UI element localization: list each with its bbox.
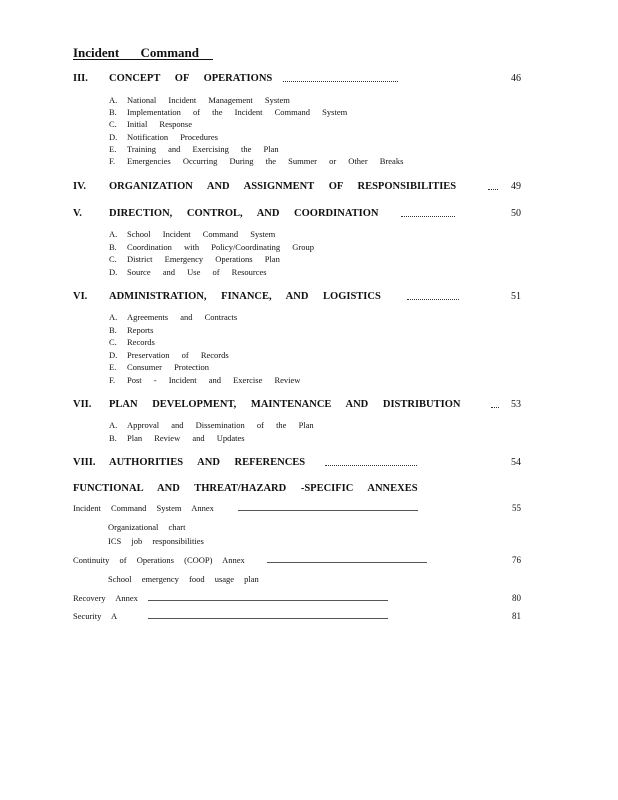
page-number: 54	[511, 457, 521, 468]
toc-section-v[interactable]	[73, 208, 523, 224]
sub-item-text: School emergency food usage plan	[108, 574, 259, 584]
section-name: ADMINISTRATION, FINANCE, AND LOGISTICS	[109, 291, 381, 302]
toc-item[interactable]	[109, 144, 279, 156]
toc-item[interactable]	[109, 156, 403, 168]
toc-item[interactable]	[109, 375, 300, 387]
annex-name: Incident Command System Annex	[73, 503, 214, 513]
toc-section-iv[interactable]	[73, 181, 523, 197]
toc-item[interactable]	[109, 242, 314, 254]
item-letter: A.	[109, 420, 118, 430]
item-letter: A.	[109, 312, 118, 322]
leader-line	[238, 510, 418, 511]
leader-line	[325, 465, 417, 466]
annex-sub-item[interactable]	[90, 522, 185, 532]
page-number: 80	[512, 593, 521, 603]
section-name: ORGANIZATION AND ASSIGNMENT OF RESPONSIBILITIES	[109, 181, 457, 192]
item-letter: C.	[109, 337, 117, 347]
section-name: PLAN DEVELOPMENT, MAINTENANCE AND DISTRIBUTION	[109, 399, 461, 410]
page-number: 76	[512, 555, 521, 565]
item-text: Training and Exercising the Plan	[127, 144, 279, 154]
toc-section-viii[interactable]	[73, 457, 523, 473]
toc-item[interactable]	[109, 132, 218, 144]
section-name: CONCEPT OF OPERATIONS	[109, 73, 273, 84]
item-letter: A.	[109, 95, 118, 105]
leader-line	[283, 81, 398, 82]
toc-item[interactable]	[109, 119, 192, 131]
toc-item[interactable]	[109, 312, 237, 324]
leader-line	[407, 299, 459, 300]
annex-sub-item[interactable]	[90, 574, 259, 584]
annex-name: Recovery Annex	[73, 593, 138, 603]
annex-name: Security A	[73, 611, 118, 621]
item-letter: F.	[109, 156, 116, 166]
section-number: VII.	[73, 399, 92, 410]
page-number: 46	[511, 73, 521, 84]
item-text: School Incident Command System	[127, 229, 276, 239]
item-letter: A.	[109, 229, 118, 239]
toc-item[interactable]	[109, 325, 153, 337]
item-text: Notification Procedures	[127, 132, 218, 142]
toc-item[interactable]	[109, 362, 209, 374]
page-number: 53	[511, 399, 521, 410]
item-text: Consumer Protection	[127, 362, 210, 372]
item-letter: D.	[109, 267, 118, 277]
toc-item[interactable]	[109, 229, 275, 241]
item-letter: D.	[109, 132, 118, 142]
section-name: DIRECTION, CONTROL, AND COORDINATION	[109, 208, 379, 219]
sub-item-text: ICS job responsibilities	[108, 536, 204, 546]
item-text: District Emergency Operations Plan	[127, 254, 280, 264]
item-text: Emergencies Occurring During the Summer or Other Breaks	[127, 156, 404, 166]
item-text: Post - Incident and Exercise Review	[127, 375, 301, 385]
toc-item[interactable]	[109, 350, 229, 362]
leader-line	[491, 407, 499, 408]
toc-annex-ics[interactable]	[73, 503, 523, 517]
toc-annex-security[interactable]	[73, 611, 523, 625]
item-text: Approval and Dissemination of the Plan	[127, 420, 314, 430]
item-text: Plan Review and Updates	[127, 433, 245, 443]
toc-annex-coop[interactable]	[73, 555, 523, 569]
section-number: V.	[73, 208, 82, 219]
sub-item-text: Organizational chart	[108, 522, 186, 532]
page-number: 55	[512, 503, 521, 513]
toc-item[interactable]	[109, 267, 267, 279]
page-number: 49	[511, 181, 521, 192]
item-letter: D.	[109, 350, 118, 360]
toc-item[interactable]	[109, 420, 314, 432]
section-name: AUTHORITIES AND REFERENCES	[109, 457, 306, 468]
toc-item[interactable]	[109, 433, 245, 445]
toc-annex-recovery[interactable]	[73, 593, 523, 607]
toc-item[interactable]	[109, 107, 347, 119]
section-number: IV.	[73, 181, 86, 192]
section-number: VI.	[73, 291, 88, 302]
page-number: 81	[512, 611, 521, 621]
toc-section-vi[interactable]	[73, 291, 523, 307]
item-text: National Incident Management System	[127, 95, 290, 105]
toc-section-vii[interactable]	[73, 399, 523, 415]
item-letter: E.	[109, 144, 117, 154]
item-letter: B.	[109, 433, 117, 443]
leader-line	[488, 189, 498, 190]
page-number: 50	[511, 208, 521, 219]
toc-item[interactable]	[109, 254, 280, 266]
leader-line	[148, 618, 388, 619]
item-letter: C.	[109, 254, 117, 264]
item-letter: B.	[109, 325, 117, 335]
item-text: Preservation of Records	[127, 350, 229, 360]
item-letter: B.	[109, 107, 117, 117]
item-letter: E.	[109, 362, 117, 372]
item-text: Agreements and Contracts	[127, 312, 238, 322]
title-underline	[73, 59, 213, 60]
toc-section-iii[interactable]	[73, 73, 523, 89]
toc-item[interactable]	[109, 95, 290, 107]
toc-item[interactable]	[109, 337, 155, 349]
page-title: Incident Command	[73, 45, 199, 60]
section-number: VIII.	[73, 457, 96, 468]
annexes-heading: FUNCTIONAL AND THREAT/HAZARD -SPECIFIC ANNEXES	[73, 483, 418, 494]
item-text: Records	[127, 337, 155, 347]
item-text: Reports	[127, 325, 154, 335]
item-text: Initial Response	[127, 119, 193, 129]
leader-line	[148, 600, 388, 601]
leader-line	[267, 562, 427, 563]
page-number: 51	[511, 291, 521, 302]
annex-sub-item[interactable]	[90, 536, 204, 546]
item-letter: C.	[109, 119, 117, 129]
item-text: Source and Use of Resources	[127, 267, 267, 277]
annex-name: Continuity of Operations (COOP) Annex	[73, 555, 245, 565]
item-letter: B.	[109, 242, 117, 252]
item-letter: F.	[109, 375, 116, 385]
section-number: III.	[73, 73, 88, 84]
item-text: Implementation of the Incident Command System	[127, 107, 348, 117]
leader-line	[401, 216, 455, 217]
item-text: Coordination with Policy/Coordinating Group	[127, 242, 315, 252]
